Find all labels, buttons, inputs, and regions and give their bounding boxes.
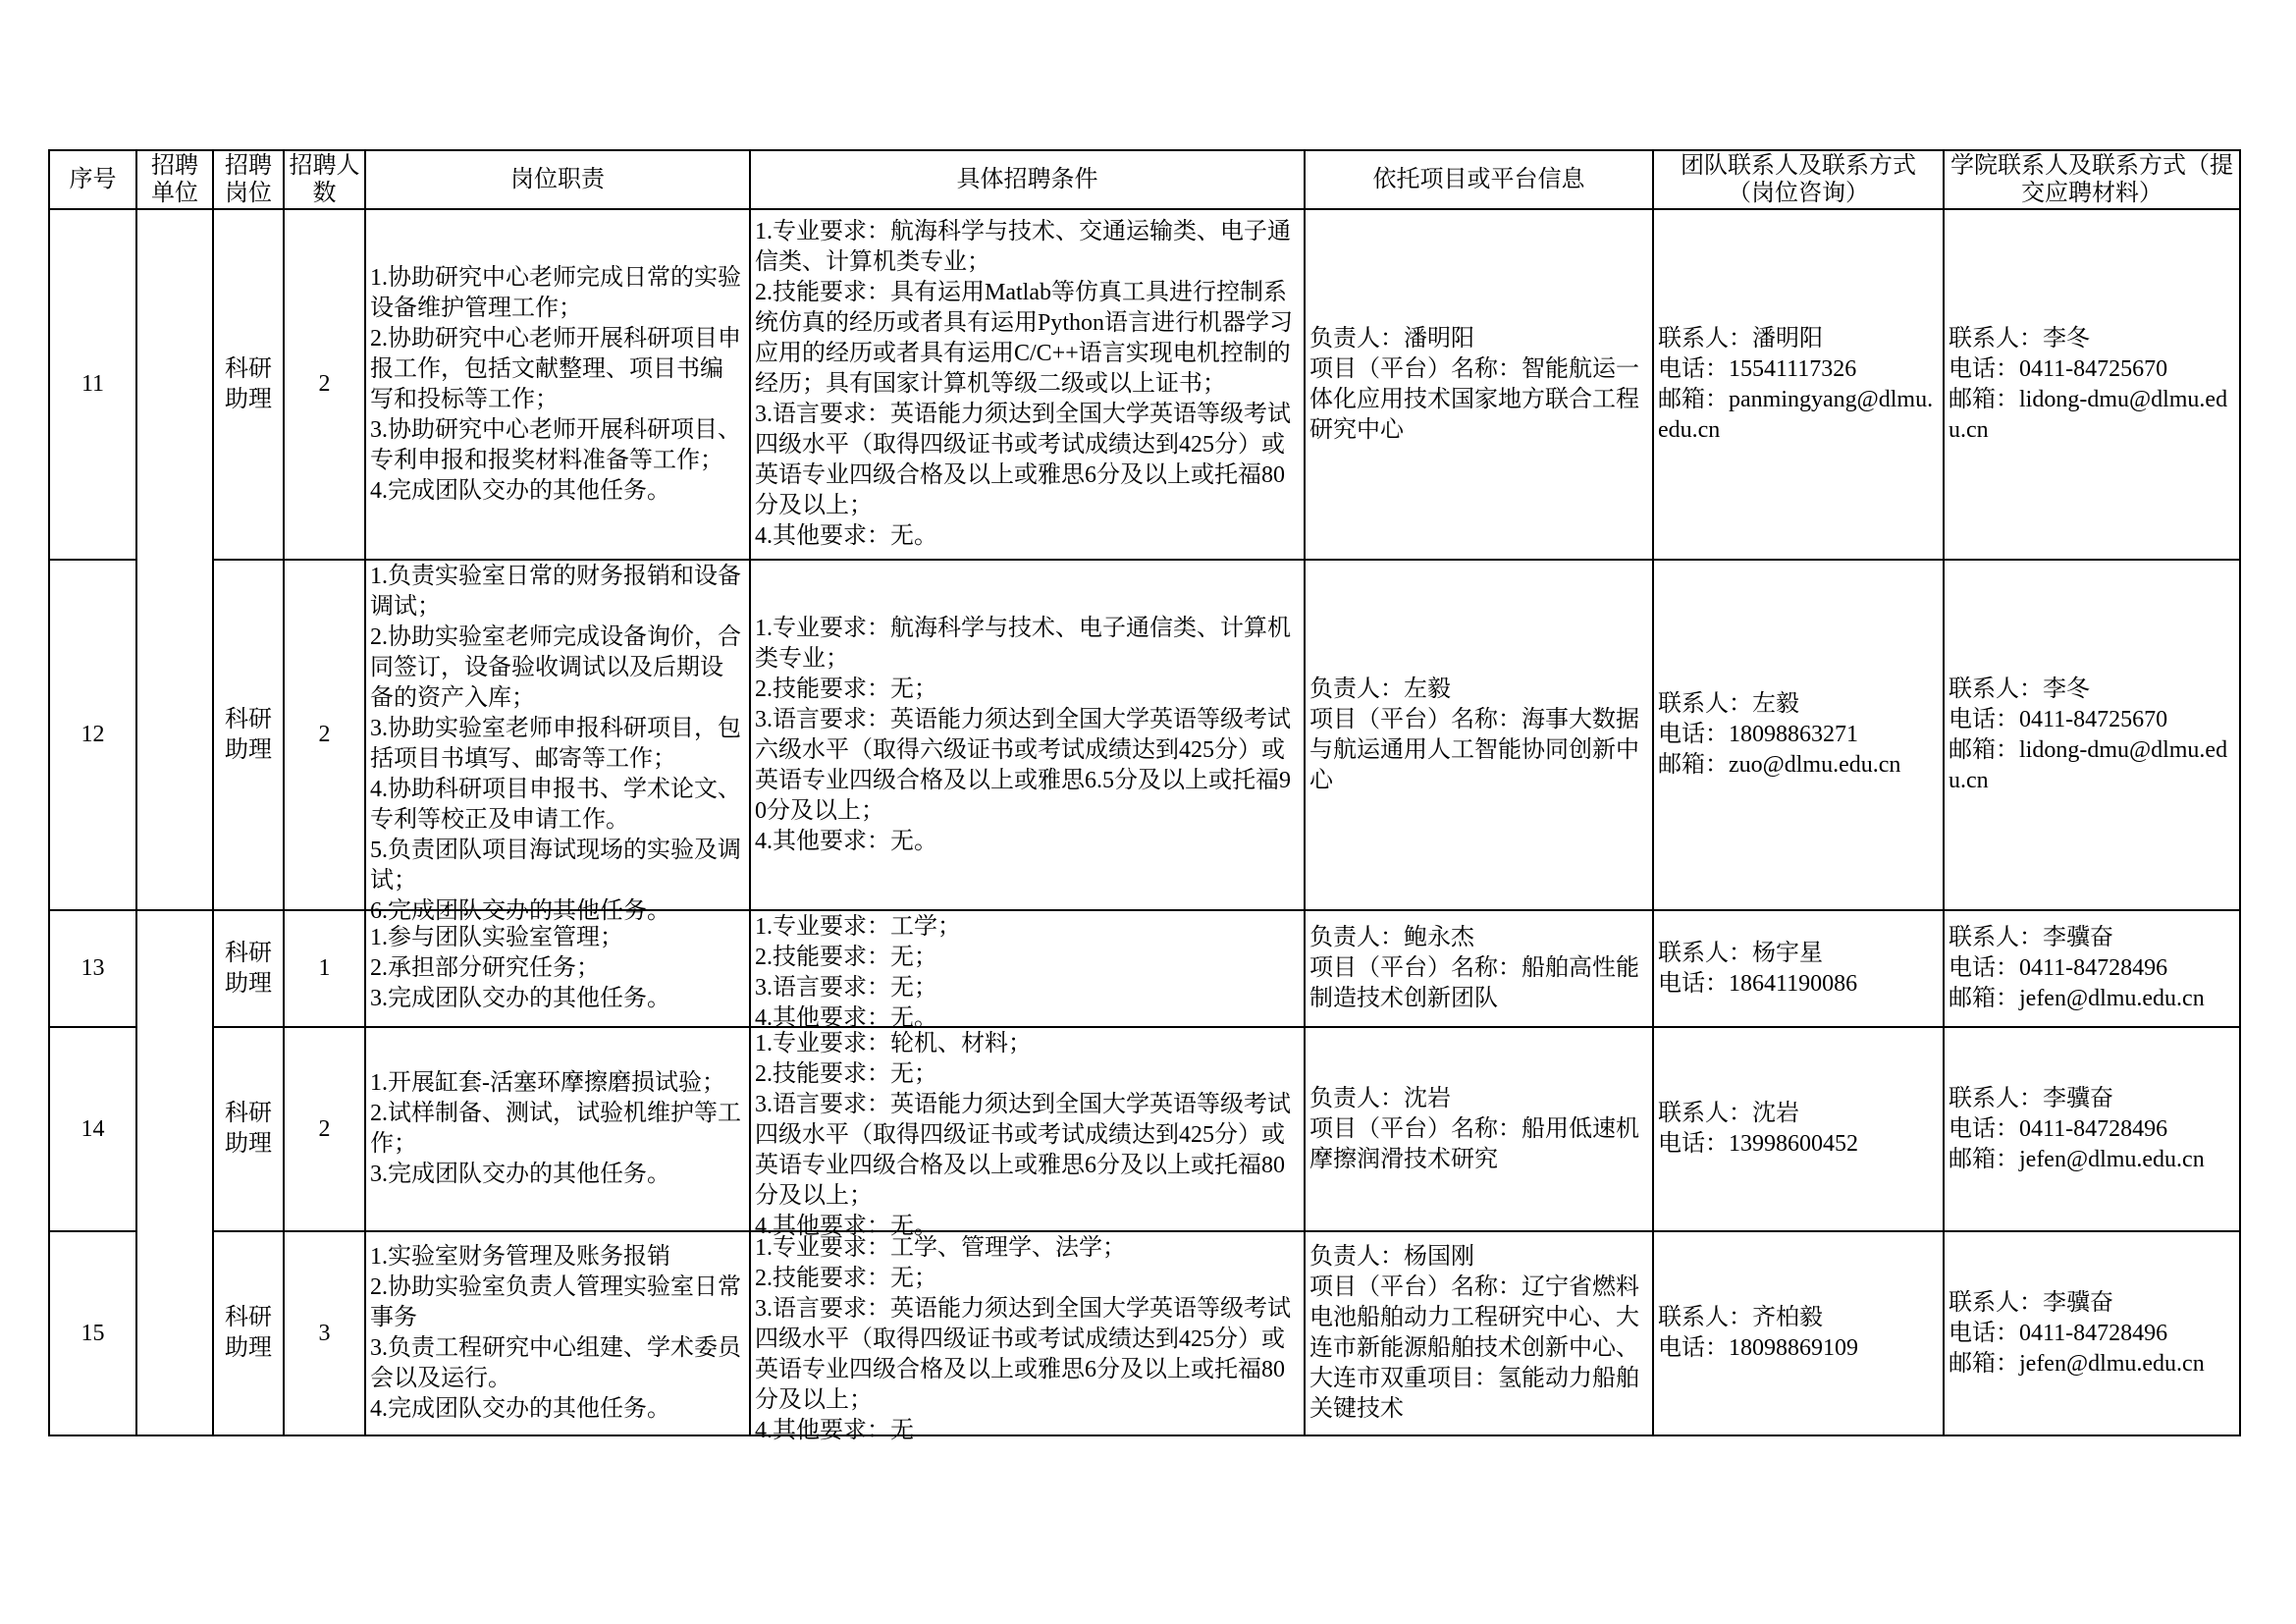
duty-line: 3.负责工程研究中心组建、学术委员会以及运行。 [370, 1335, 741, 1391]
requirements-cell [750, 209, 1305, 560]
duties-cell [365, 910, 750, 1027]
seq-cell [49, 1027, 136, 1231]
requirement-line: 1.专业要求：工学； [755, 914, 961, 940]
duties-cell [365, 560, 750, 924]
project-lead: 负责人：左毅 [1309, 676, 1451, 702]
project-lead: 负责人：杨国刚 [1309, 1244, 1474, 1270]
requirement-line: 3.语言要求：英语能力须达到全国大学英语等级考试四级水平（取得四级证书或考试成绩达到425分）或英语专业四级合格及以上或雅思6分及以上或托福80分及以上； [755, 1092, 1291, 1209]
college-contact-email: 邮箱：lidong-dmu@dlmu.edu.cn [1949, 386, 2228, 443]
position-text: 科研助理 [225, 940, 272, 997]
team-contact-person: 联系人：齐柏毅 [1658, 1305, 1823, 1330]
college-contact-phone: 电话：0411-84728496 [1949, 1115, 2168, 1142]
table-row [49, 560, 2240, 910]
college-contact-person: 联系人：李骥奋 [1949, 1085, 2113, 1111]
team-contact-person: 联系人：左毅 [1658, 691, 1799, 717]
unit-cell [136, 209, 213, 560]
duty-line: 6.完成团队交办的其他任务。 [370, 898, 670, 924]
position-cell [213, 1231, 284, 1435]
position-text: 科研助理 [225, 706, 272, 763]
team-contact-phone: 电话：18098869109 [1658, 1335, 1858, 1361]
duties-cell [365, 209, 750, 560]
requirement-line: 2.技能要求：无； [755, 676, 937, 702]
position-text: 科研助理 [225, 355, 272, 412]
duty-line: 2.承担部分研究任务； [370, 955, 600, 981]
team-contact-cell [1653, 1027, 1944, 1231]
duty-line: 3.完成团队交办的其他任务。 [370, 1162, 670, 1187]
requirement-line: 4.其他要求：无。 [755, 1214, 937, 1239]
project-name: 项目（平台）名称：智能航运一体化应用技术国家地方联合工程研究中心 [1309, 355, 1639, 443]
duty-line: 1.实验室财务管理及账务报销 [370, 1244, 670, 1270]
requirements-cell [750, 1231, 1305, 1443]
team-contact-cell [1653, 209, 1944, 560]
college-contact-person: 联系人：李骥奋 [1949, 925, 2113, 950]
requirement-line: 3.语言要求：英语能力须达到全国大学英语等级考试四级水平（取得四级证书或考试成绩达到425分）或英语专业四级合格及以上或雅思6分及以上或托福80分及以上； [755, 1296, 1291, 1413]
requirement-line: 2.技能要求：无； [755, 1061, 937, 1087]
requirement-line: 1.专业要求：航海科学与技术、电子通信类、计算机类专业； [755, 615, 1291, 672]
requirement-line: 2.技能要求：无； [755, 945, 937, 970]
duty-line: 2.协助研究中心老师开展科研项目申报工作，包括文献整理、项目书编写和投标等工作； [370, 325, 741, 412]
project-lead: 负责人：沈岩 [1309, 1085, 1451, 1111]
header-college-contact: 学院联系人及联系方式（提交应聘材料） [1944, 150, 2240, 209]
requirements-cell [750, 910, 1305, 1031]
project-cell [1305, 1027, 1653, 1231]
requirement-line: 2.技能要求：无； [755, 1266, 937, 1291]
college-contact-email: 邮箱：lidong-dmu@dlmu.edu.cn [1949, 736, 2228, 793]
seq-text: 13 [80, 955, 105, 981]
project-name: 项目（平台）名称：船用低速机摩擦润滑技术研究 [1309, 1115, 1639, 1172]
header-team-contact: 团队联系人及联系方式（岗位咨询） [1653, 150, 1944, 209]
requirement-line: 1.专业要求：工学、管理学、法学； [755, 1235, 1126, 1261]
team-contact-email: 邮箱：panmingyang@dlmu.edu.cn [1658, 386, 1934, 443]
requirement-line: 1.专业要求：轮机、材料； [755, 1031, 1032, 1056]
count-text: 1 [318, 955, 331, 981]
seq-cell [49, 1231, 136, 1435]
duty-line: 5.负责团队项目海试现场的实验及调试； [370, 838, 741, 893]
position-cell [213, 1027, 284, 1231]
college-contact-person: 联系人：李冬 [1949, 325, 2090, 352]
duty-line: 2.试样制备、测试，试验机维护等工作； [370, 1101, 741, 1157]
project-lead: 负责人：鲍永杰 [1309, 925, 1474, 950]
duty-line: 3.协助研究中心老师开展科研项目、专利申报和报奖材料准备等工作； [370, 416, 741, 473]
requirement-line: 4.其他要求：无。 [755, 523, 937, 549]
college-contact-phone: 电话：0411-84728496 [1949, 1320, 2168, 1346]
header-seq: 序号 [49, 150, 136, 209]
project-cell [1305, 209, 1653, 560]
team-contact-person: 联系人：杨宇星 [1658, 940, 1823, 966]
seq-text: 14 [80, 1115, 105, 1142]
project-cell [1305, 1231, 1653, 1435]
college-contact-email: 邮箱：jefen@dlmu.edu.cn [1949, 986, 2205, 1011]
team-contact-cell [1653, 910, 1944, 1027]
table-row [49, 1231, 2240, 1435]
college-contact-person: 联系人：李冬 [1949, 676, 2090, 702]
count-cell [284, 209, 365, 560]
header-row [49, 150, 2240, 209]
requirements-cell [750, 560, 1305, 910]
unit-cell [136, 560, 213, 910]
seq-text: 12 [80, 722, 105, 747]
position-cell [213, 910, 284, 1027]
team-contact-person: 联系人：沈岩 [1658, 1101, 1799, 1126]
table-row [49, 1027, 2240, 1231]
count-cell [284, 1027, 365, 1231]
college-contact-email: 邮箱：jefen@dlmu.edu.cn [1949, 1146, 2205, 1172]
project-cell [1305, 560, 1653, 910]
count-text: 2 [318, 371, 331, 397]
college-contact-email: 邮箱：jefen@dlmu.edu.cn [1949, 1350, 2205, 1377]
team-contact-person: 联系人：潘明阳 [1658, 325, 1823, 352]
college-contact-phone: 电话：0411-84725670 [1949, 355, 2168, 382]
seq-text: 15 [80, 1320, 105, 1346]
duty-line: 1.协助研究中心老师完成日常的实验设备维护管理工作； [370, 264, 741, 321]
count-cell [284, 1231, 365, 1435]
duty-line: 2.协助实验室负责人管理实验室日常事务 [370, 1274, 741, 1330]
duty-line: 4.协助科研项目申报书、学术论文、专利等校正及申请工作。 [370, 777, 741, 833]
requirement-line: 3.语言要求：英语能力须达到全国大学英语等级考试六级水平（取得六级证书或考试成绩达到425分）或英语专业四级合格及以上或雅思6.5分及以上或托福90分及以上； [755, 706, 1291, 824]
seq-cell [49, 209, 136, 560]
requirement-line: 2.技能要求：具有运用Matlab等仿真工具进行控制系统仿真的经历或者具有运用Python语言进行机器学习应用的经历或者具有运用C/C++语言实现电机控制的经历；具有国家计算机等级二级或以上证书； [755, 280, 1294, 397]
header-unit: 招聘单位 [136, 150, 213, 209]
requirements-cell [750, 1027, 1305, 1239]
requirement-line: 3.语言要求：英语能力须达到全国大学英语等级考试四级水平（取得四级证书或考试成绩达到425分）或英语专业四级合格及以上或雅思6分及以上或托福80分及以上； [755, 402, 1291, 518]
position-text: 科研助理 [225, 1101, 272, 1157]
project-name: 项目（平台）名称：船舶高性能制造技术创新团队 [1309, 955, 1639, 1011]
duty-line: 3.协助实验室老师申报科研项目，包括项目书填写、邮寄等工作； [370, 716, 741, 772]
table-row [49, 209, 2240, 560]
seq-text: 11 [80, 371, 105, 397]
team-contact-phone: 电话：18098863271 [1658, 722, 1858, 747]
count-cell [284, 560, 365, 910]
position-cell [213, 560, 284, 910]
header-requirements: 具体招聘条件 [750, 150, 1305, 209]
project-lead: 负责人：潘明阳 [1309, 325, 1474, 352]
count-text: 2 [318, 1115, 331, 1142]
count-cell [284, 910, 365, 1027]
requirement-line: 3.语言要求：无； [755, 975, 937, 1001]
duty-line: 1.开展缸套-活塞环摩擦磨损试验； [370, 1070, 725, 1096]
requirement-line: 4.其他要求：无。 [755, 1005, 937, 1031]
team-contact-cell [1653, 560, 1944, 910]
duty-line: 3.完成团队交办的其他任务。 [370, 986, 670, 1011]
unit-cell [136, 910, 213, 1027]
requirement-line: 4.其他要求：无 [755, 1418, 914, 1443]
project-cell [1305, 910, 1653, 1027]
header-project: 依托项目或平台信息 [1305, 150, 1653, 209]
college-contact-cell [1944, 910, 2240, 1027]
duty-line: 2.协助实验室老师完成设备询价，合同签订，设备验收调试以及后期设备的资产入库； [370, 624, 741, 711]
unit-cell [136, 1027, 213, 1231]
team-contact-phone: 电话：13998600452 [1658, 1131, 1858, 1157]
position-text: 科研助理 [225, 1305, 272, 1361]
recruitment-table [48, 149, 2241, 1443]
duty-line: 4.完成团队交办的其他任务。 [370, 477, 670, 504]
team-contact-cell [1653, 1231, 1944, 1435]
college-contact-phone: 电话：0411-84725670 [1949, 706, 2168, 732]
duty-line: 1.参与团队实验室管理； [370, 925, 623, 950]
seq-cell [49, 560, 136, 910]
table-row [49, 910, 2240, 1027]
count-text: 3 [318, 1320, 331, 1346]
project-name: 项目（平台）名称：海事大数据与航运通用人工智能协同创新中心 [1309, 706, 1639, 793]
header-position: 招聘岗位 [213, 150, 284, 209]
team-contact-email: 邮箱：zuo@dlmu.edu.cn [1658, 752, 1901, 778]
duty-line: 4.完成团队交办的其他任务。 [370, 1396, 670, 1422]
duties-cell [365, 1231, 750, 1435]
header-duties: 岗位职责 [365, 150, 750, 209]
requirement-line: 4.其他要求：无。 [755, 828, 937, 854]
seq-cell [49, 910, 136, 1027]
team-contact-phone: 电话：18641190086 [1658, 970, 1858, 997]
college-contact-cell [1944, 1231, 2240, 1435]
team-contact-phone: 电话：15541117326 [1658, 355, 1857, 382]
unit-cell [136, 1231, 213, 1435]
project-name: 项目（平台）名称：辽宁省燃料电池船舶动力工程研究中心、大连市新能源船舶技术创新中心、大连市双重项目：氢能动力船舶关键技术 [1309, 1274, 1639, 1422]
requirement-line: 1.专业要求：航海科学与技术、交通运输类、电子通信类、计算机类专业； [755, 219, 1291, 275]
position-cell [213, 209, 284, 560]
college-contact-cell [1944, 209, 2240, 560]
college-contact-phone: 电话：0411-84728496 [1949, 955, 2168, 981]
college-contact-cell [1944, 560, 2240, 910]
count-text: 2 [318, 722, 331, 747]
duties-cell [365, 1027, 750, 1231]
duty-line: 1.负责实验室日常的财务报销和设备调试； [370, 564, 741, 620]
college-contact-cell [1944, 1027, 2240, 1231]
header-count: 招聘人数 [284, 150, 365, 209]
college-contact-person: 联系人：李骥奋 [1949, 1289, 2113, 1316]
